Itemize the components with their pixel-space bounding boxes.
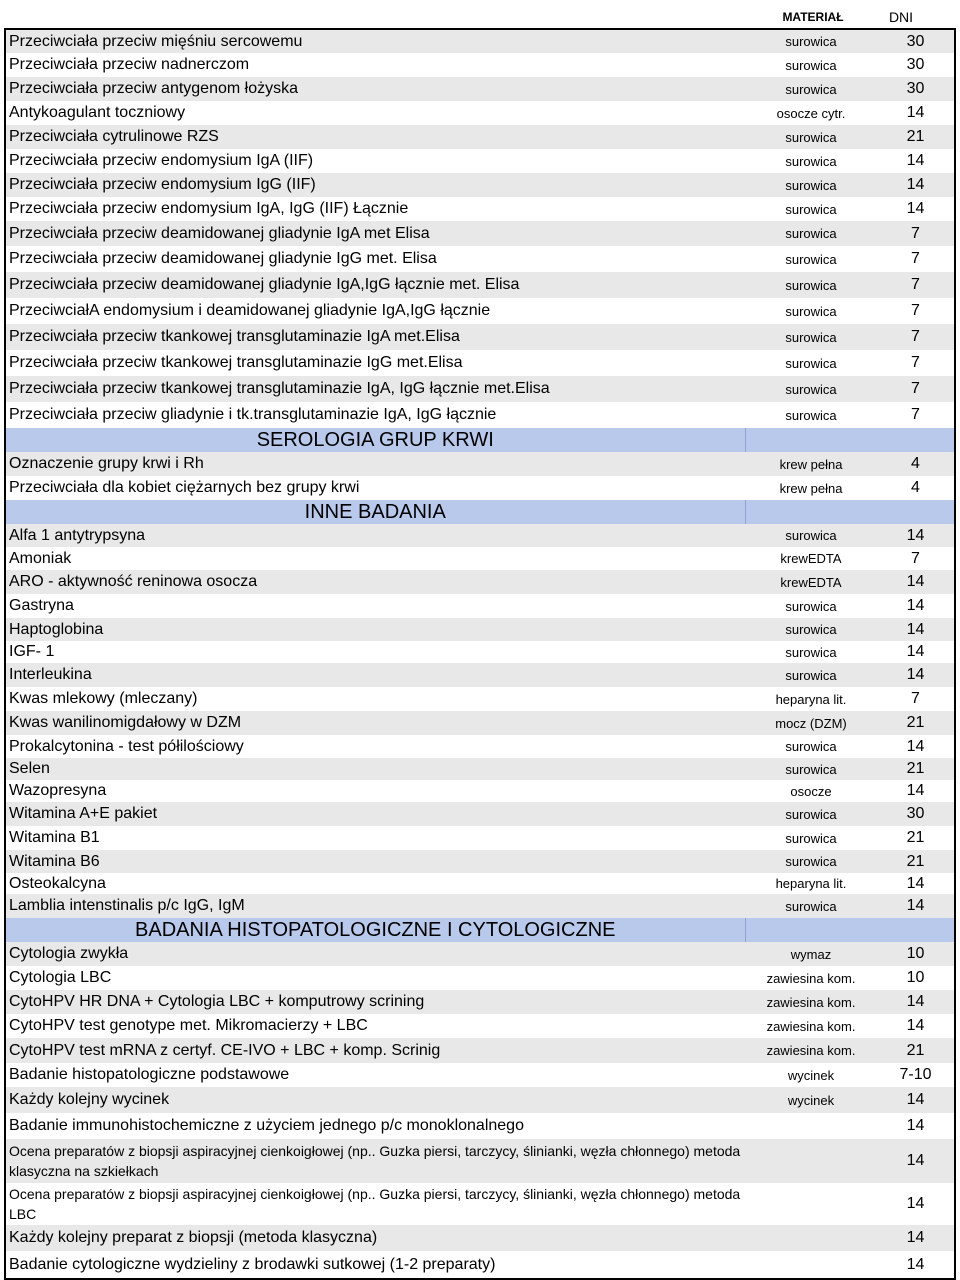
test-name: Cytologia LBC [9,969,112,986]
days-cell: 14 [906,643,925,660]
table-row [5,149,955,173]
material-cell: surowica [785,57,837,73]
table-row [5,990,955,1014]
test-name: Cytologia zwykła [5,942,745,966]
material-cell: surowica [745,663,874,687]
test-name: Witamina A+E pakiet [5,802,745,826]
days-cell: 7 [911,406,920,423]
test-name: Przeciwciała przeciw endomysium IgA, IgG (IIF) Łącznie [9,200,409,217]
table-row [5,802,955,826]
test-name: CytoHPV test mRNA z certyf. CE-IVO + LBC + komp. Scrinig [5,1038,745,1063]
table-row [5,663,955,687]
days-cell: 14 [906,874,925,892]
material-cell: surowica [785,644,837,660]
material-cell: osocze [790,783,832,799]
table-row [5,53,955,77]
material-cell: osocze cytr. [776,105,846,121]
table-row [5,402,955,428]
material-cell: surowica [745,618,874,641]
section-header [5,918,955,942]
material-cell: zawiesina kom. [745,990,874,1014]
days-cell: 7 [874,221,955,246]
test-name: Przeciwciała przeciw endomysium IgA (IIF) [9,152,314,169]
table-row [5,1251,955,1279]
material-cell: surowica [745,850,874,873]
section-title: BADANIA HISTOPATOLOGICZNE I CYTOLOGICZNE [5,918,745,942]
material-cell: surowica [745,376,874,402]
material-cell: surowica [745,29,874,53]
material-cell: mocz (DZM) [745,711,874,735]
days-cell: 14 [874,618,955,641]
table-row [5,711,955,735]
days-cell: 30 [874,802,955,826]
test-name: Przeciwciała przeciw endomysium IgG (IIF) [5,173,745,197]
days-cell: 14 [874,894,955,918]
days-cell: 14 [874,570,955,594]
material-cell: surowica [745,524,874,547]
table-row [5,173,955,197]
table-row [5,1014,955,1038]
material-cell: surowica [785,303,837,319]
days-cell: 7 [874,272,955,298]
test-name: Badanie histopatologiczne podstawowe [9,1066,290,1083]
table-row [5,77,955,101]
section-header [5,428,955,452]
material-cell: heparyna lit. [775,876,847,891]
table-row [5,1113,955,1139]
test-name: Witamina B6 [5,850,745,873]
days-cell: 4 [911,479,920,496]
days-cell: 21 [874,758,955,780]
days-cell: 7 [874,324,955,350]
test-name: Przeciwciała przeciw deamidowanej gliadynie IgG met. Elisa [9,250,437,267]
days-column-header: DNI [888,9,914,25]
test-name: Badanie immunohistochemiczne z użyciem jednego p/c monoklonalnego [9,1117,524,1134]
days-cell: 14 [874,663,955,687]
material-cell: surowica [745,125,874,149]
days-cell: 7 [874,376,955,402]
test-name: CytoHPV test genotype met. Mikromacierzy + LBC [9,1017,368,1034]
material-cell [745,1139,874,1183]
table-row [5,758,955,780]
material-cell: wymaz [745,942,874,966]
section-title: INNE BADANIA [5,500,745,524]
days-cell: 7 [911,690,920,707]
days-cell: 10 [906,969,925,986]
days-cell: 14 [906,152,925,169]
days-cell: 14 [906,104,925,121]
table-row [5,1139,955,1183]
test-name: Przeciwciała przeciw gliadynie i tk.transglutaminazie IgA, IgG łącznie [9,406,497,423]
days-cell: 14 [874,1087,955,1113]
days-cell: 7 [911,302,920,319]
test-name: Witamina B1 [9,829,100,846]
test-name: PrzeciwciałA endomysium i deamidowanej gliadynie IgA,IgG łącznie [9,302,491,319]
material-cell: surowica [785,153,837,169]
test-name: Przeciwciała dla kobiet ciężarnych bez grupy krwi [9,479,360,496]
table-row [5,350,955,376]
days-cell: 21 [874,850,955,873]
days-cell: 30 [906,56,925,73]
table-row [5,894,955,918]
days-cell: 21 [874,1038,955,1063]
test-name: Haptoglobina [5,618,745,641]
days-cell: 7 [911,354,920,371]
table-row [5,221,955,246]
test-name: Prokalcytonina - test półilościowy [9,737,244,755]
days-cell: 14 [906,1017,925,1034]
test-list-table [4,28,956,1280]
table-row [5,547,955,570]
test-name: Przeciwciała przeciw tkankowej transglutaminazie IgA, IgG łącznie met.Elisa [5,376,745,402]
test-name: Antykoagulant toczniowy [9,104,186,121]
table-header [0,6,960,28]
days-cell: 7 [911,250,920,267]
table-row [5,594,955,618]
days-cell: 14 [906,597,925,614]
material-cell: surowica [745,802,874,826]
table-row [5,101,955,125]
test-name: Interleukina [5,663,745,687]
material-cell: zawiesina kom. [766,1018,856,1034]
table-row [5,873,955,894]
test-name: Przeciwciała przeciw mięśniu sercowemu [5,29,745,53]
days-cell: 14 [874,524,955,547]
material-column-header: MATERIAŁ [782,10,844,24]
test-name: Kwas wanilinomigdałowy w DZM [5,711,745,735]
table-row [5,376,955,402]
test-name: Przeciwciała cytrulinowe RZS [5,125,745,149]
table-row [5,780,955,802]
table-row [5,1038,955,1063]
material-cell: surowica [785,739,837,754]
material-cell: surowica [745,77,874,101]
material-cell: zawiesina kom. [766,970,856,986]
table-row [5,524,955,547]
material-cell: wycinek [745,1087,874,1113]
days-cell: 14 [906,200,925,217]
table-row [5,850,955,873]
test-name: Ocena preparatów z biopsji aspiracyjnej cienkoigłowej (np.. Guzka piersi, tarczycy, ślinianki, węzła chłonnego) metoda klasyczna na szkiełkach [5,1139,745,1183]
material-cell: surowica [785,355,837,371]
table-row [5,1087,955,1113]
section-header [5,500,955,524]
section-title: SEROLOGIA GRUP KRWI [5,428,745,452]
test-name: Badanie cytologiczne wydzieliny z brodawki sutkowej (1-2 preparaty) [9,1255,496,1273]
test-name: Osteokalcyna [9,874,106,892]
test-name: IGF- 1 [9,643,55,660]
test-name: Amoniak [9,549,72,567]
table-row [5,1183,955,1225]
test-name: CytoHPV HR DNA + Cytologia LBC + komputrowy scrining [5,990,745,1014]
test-name: Selen [5,758,745,780]
table-row [5,476,955,500]
material-cell: surowica [785,830,837,846]
days-cell: 14 [906,1255,925,1273]
material-cell: surowica [785,251,837,267]
test-name: Kwas mlekowy (mleczany) [9,690,198,707]
material-cell: surowica [785,201,837,217]
material-cell [745,1183,874,1225]
table-row [5,272,955,298]
days-cell: 21 [874,711,955,735]
test-name: Przeciwciała przeciw deamidowanej gliadynie IgA,IgG łącznie met. Elisa [5,272,745,298]
table-row [5,125,955,149]
test-name: ARO - aktywność reninowa osocza [5,570,745,594]
days-cell: 14 [906,737,925,755]
material-cell: krewEDTA [780,551,842,566]
material-cell: surowica [745,758,874,780]
material-cell: krewEDTA [745,570,874,594]
table-row [5,687,955,711]
days-cell: 14 [874,1139,955,1183]
material-cell [745,1225,874,1251]
test-name: Każdy kolejny preparat z biopsji (metoda klasyczna) [5,1225,745,1251]
days-cell: 30 [874,77,955,101]
table-row [5,942,955,966]
material-cell: wycinek [787,1067,835,1083]
table-row [5,29,955,53]
material-cell: surowica [785,598,837,614]
days-cell: 4 [874,452,955,476]
table-row [5,298,955,324]
test-name: Przeciwciała przeciw antygenom łożyska [5,77,745,101]
table-row [5,826,955,850]
days-cell: 21 [874,125,955,149]
table-row [5,618,955,641]
material-cell: krew pełna [779,480,843,496]
days-cell: 7 [911,549,920,567]
test-name: Każdy kolejny wycinek [5,1087,745,1113]
material-cell [745,1251,874,1279]
test-name: Lamblia intenstinalis p/c IgG, IgM [5,894,745,918]
material-cell: surowica [785,407,837,423]
days-cell: 10 [874,942,955,966]
days-cell: 14 [906,782,925,799]
test-name: Wazopresyna [9,782,107,799]
table-row [5,1225,955,1251]
table-row [5,641,955,663]
test-name: Gastryna [9,597,74,614]
test-name: Przeciwciała przeciw tkankowej transglutaminazie IgA met.Elisa [5,324,745,350]
days-cell: 7-10 [899,1066,932,1083]
table-row [5,452,955,476]
material-cell: surowica [745,324,874,350]
material-cell: surowica [745,272,874,298]
test-name: Oznaczenie grupy krwi i Rh [5,452,745,476]
days-cell: 14 [874,990,955,1014]
days-cell: 14 [906,1195,925,1212]
test-name: Przeciwciała przeciw nadnerczom [9,56,250,73]
table-row [5,735,955,758]
table-row [5,246,955,272]
days-cell: 14 [874,173,955,197]
table-row [5,966,955,990]
days-cell: 14 [906,1117,925,1134]
days-cell: 14 [874,1225,955,1251]
days-cell: 30 [874,29,955,53]
days-cell: 21 [906,829,925,846]
test-name: Alfa 1 antytrypsyna [5,524,745,547]
table-row [5,324,955,350]
test-name: Ocena preparatów z biopsji aspiracyjnej cienkoigłowej (np.. Guzka piersi, tarczycy, ślinianki, węzła chłonnego) metoda LBC [9,1186,741,1222]
material-cell [745,1113,874,1139]
material-cell: surowica [745,894,874,918]
test-name: Przeciwciała przeciw tkankowej transglutaminazie IgG met.Elisa [9,354,463,371]
table-row [5,197,955,221]
test-name: Przeciwciała przeciw deamidowanej gliadynie IgA met Elisa [5,221,745,246]
material-cell: surowica [745,173,874,197]
material-cell: surowica [745,221,874,246]
table-row [5,1063,955,1087]
material-cell: krew pełna [745,452,874,476]
table-row [5,570,955,594]
material-cell: zawiesina kom. [745,1038,874,1063]
material-cell: heparyna lit. [775,691,847,707]
